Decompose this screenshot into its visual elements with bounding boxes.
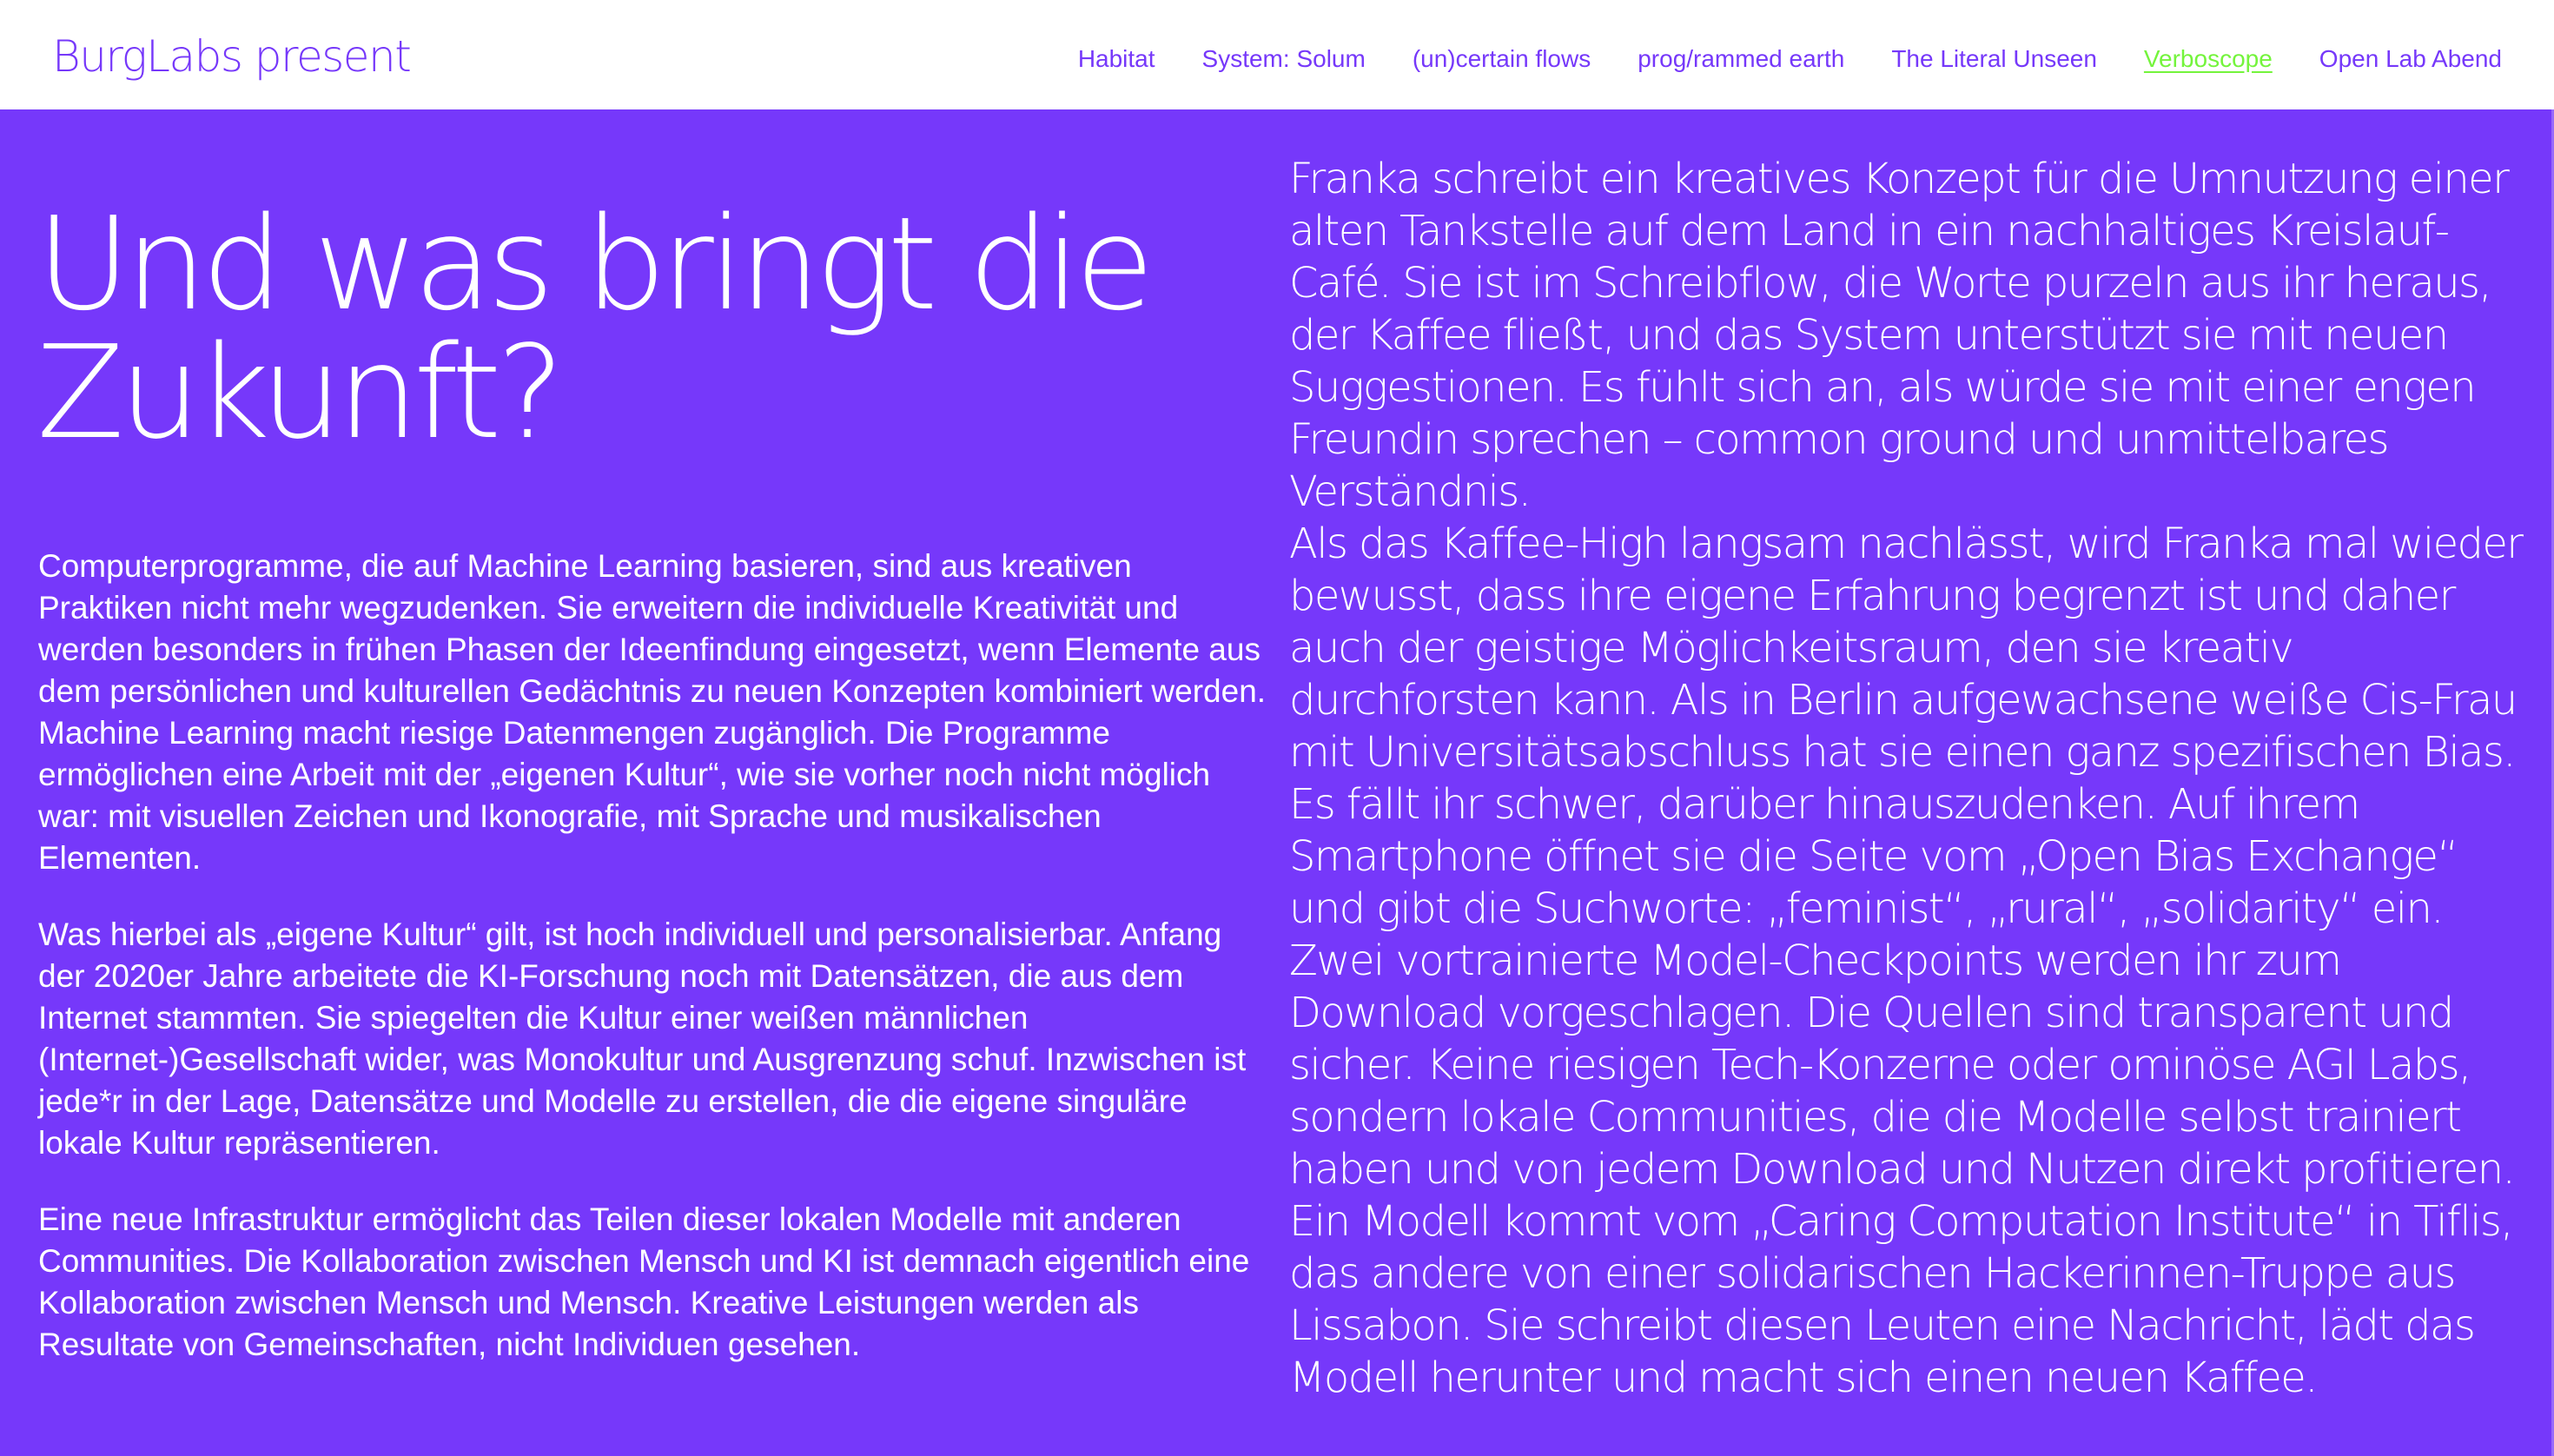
intro-paragraph: Was hierbei als „eigene Kultur“ gilt, ist hoch individuell und personalisierbar. Anfang der 2020er Jahre arbeitete die KI-Forschung noch mit Datensätzen, die aus dem Internet stammten. Sie spiegelten die Kultur einer weißen männlichen (Internet-)Gesellschaft wider, was Monokultur und Ausgrenzung schuf. Inzwischen ist jede*r in der Lage, Datensätze und Modelle zu erstellen, die die eigene singuläre lokale Kultur repräsentieren.	[38, 917, 1247, 1161]
story-paragraph: Franka schreibt ein kreatives Konzept für die Umnutzung einer alten Tankstelle auf dem Land in ein nachhaltiges Kreislauf-Café. Sie ist im Schreibflow, die Worte purzeln aus ihr heraus, der Kaffee fließt, und das System unterstützt sie mit neuen Suggestionen. Es fühlt sich an, als würde sie mit einer engen Freundin sprechen – common ground und unmittelbares Verständnis.	[1289, 155, 2509, 516]
main-nav	[1078, 42, 2502, 76]
nav-habitat[interactable]: Habitat	[1077, 45, 1155, 72]
page-title-line-1: Und was bringt die	[36, 189, 1149, 339]
nav-prog-rammed-earth[interactable]: prog/rammed earth	[1638, 45, 1845, 72]
story-paragraph: Als das Kaffee-High langsam nachlässt, wird Franka mal wieder bewusst, dass ihre eigene Erfahrung begrenzt ist und daher auch der geistige Möglichkeitsraum, den sie kreativ durchforsten kann. Als in Berlin aufgewachsene weiße Cis-Frau mit Universitätsabschluss hat sie einen ganz spezifischen Bias. Es fällt ihr schwer, darüber hinauszudenken. Auf ihrem Smartphone öffnet sie die Seite vom „Open Bias Exchange“ und gibt die Suchworte: „feminist“, „rural“, „solidarity“ ein.	[1289, 520, 2523, 933]
intro-paragraph: Computerprogramme, die auf Machine Learning basieren, sind aus kreativen Praktiken nicht mehr wegzudenken. Sie erweitern die individuelle Kreativität und werden besonders in frühen Phasen der Ideenfindung eingesetzt, wenn Elemente aus dem persönlichen und kulturellen Gedächtnis zu neuen Konzepten kombiniert werden. Machine Learning macht riesige Datenmengen zugänglich. Die Programme ermöglichen eine Arbeit mit der „eigenen Kultur“, wie sie vorher noch nicht möglich war: mit visuellen Zeichen und Ikonografie, mit Sprache und musikalischen Elementen.	[38, 548, 1267, 876]
nav-system-solum[interactable]: System: Solum	[1201, 45, 1366, 72]
page-title	[36, 189, 1253, 467]
nav-literal-unseen[interactable]: The Literal Unseen	[1891, 45, 2097, 72]
nav-verboscope[interactable]: Verboscope	[2143, 45, 2273, 72]
story-paragraph: Zwei vortrainierte Model-Checkpoints werden ihr zum Download vorgeschlagen. Die Quellen sind transparent und sicher. Keine riesigen Tech-Konzerne oder ominöse AGI Labs, sondern lokale Communities, die die Modelle selbst trainiert haben und von jedem Download und Nutzen direkt profitieren. Ein Modell kommt vom „Caring Computation Institute“ in Tiflis, das andere von einer solidarischen Hackerinnen-Truppe aus Lissabon. Sie schreibt diesen Leuten eine Nachricht, lädt das Modell herunter und macht sich einen neuen Kaffee.	[1289, 936, 2515, 1402]
nav-uncertain-flows[interactable]: (un)certain flows	[1412, 45, 1591, 72]
brand-logo[interactable]: BurgLabs present	[52, 31, 411, 82]
page-title-line-2: Zukunft?	[36, 318, 560, 467]
site-header	[0, 0, 2554, 109]
intro-text	[38, 546, 1270, 1400]
intro-paragraph: Eine neue Infrastruktur ermöglicht das Teilen dieser lokalen Modelle mit anderen Communities. Die Kollaboration zwischen Mensch und KI ist demnach eigentlich eine Kollaboration zwischen Mensch und Mensch. Kreative Leistungen werden als Resultate von Gemeinschaften, nicht Individuen gesehen.	[38, 1201, 1250, 1362]
nav-open-lab-abend[interactable]: Open Lab Abend	[2319, 45, 2502, 72]
story-text	[1289, 153, 2523, 1404]
